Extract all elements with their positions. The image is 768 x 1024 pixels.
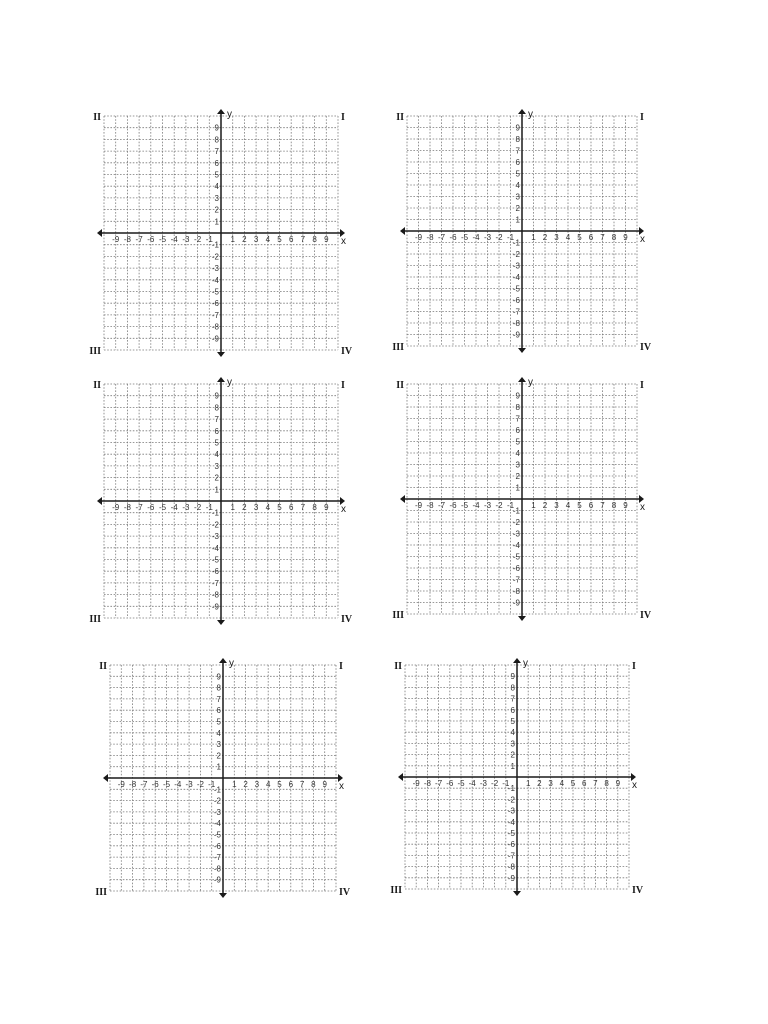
quadrant-label-iv: IV [339,887,351,898]
y-tick-label: 6 [515,426,520,435]
y-tick-label: 8 [214,135,219,145]
x-tick-label: 2 [242,503,247,512]
quadrant-label-ii: II [396,380,404,391]
x-tick-label: 8 [311,780,316,789]
y-tick-label: -1 [211,240,219,250]
x-tick-label: -8 [123,503,131,512]
x-tick-label: 5 [277,503,282,512]
y-tick-label: -7 [507,851,515,861]
y-tick-label: 8 [515,403,520,412]
x-tick-label: 1 [525,779,531,788]
x-axis-left-arrow-icon [97,229,102,237]
y-tick-label: -7 [512,307,520,317]
y-axis-up-arrow-icon [518,377,526,382]
quadrant-label-iii: III [89,346,101,357]
x-tick-label: -7 [437,233,446,242]
x-tick-label: -9 [412,779,420,788]
y-tick-label: 3 [515,460,520,470]
x-axis-label: x [339,781,344,792]
x-axis-label: x [632,780,637,791]
y-tick-label: 8 [515,135,520,144]
x-tick-label: 7 [600,233,605,242]
x-tick-label: -3 [182,503,190,512]
x-tick-label: -6 [147,503,155,512]
x-tick-label: 2 [542,501,548,510]
x-tick-label: -4 [170,235,178,244]
y-tick-label: 3 [515,192,520,202]
x-tick-label: -5 [162,780,171,789]
y-axis-up-arrow-icon [513,658,521,663]
x-tick-label: -7 [135,503,143,512]
x-tick-label: -8 [129,780,137,789]
y-tick-label: 7 [515,146,520,156]
y-tick-label: -9 [211,602,219,612]
y-tick-label: 5 [214,438,219,448]
x-tick-label: -3 [483,501,492,510]
y-tick-label: -2 [211,252,219,262]
y-tick-label: 8 [214,403,219,413]
y-tick-label: -7 [211,310,219,320]
y-tick-label: -5 [211,555,219,565]
y-tick-label: -6 [507,840,515,850]
y-tick-label: -8 [211,322,219,332]
quadrant-label-iv: IV [640,342,652,353]
x-tick-label: -8 [426,501,434,510]
x-tick-label: 7 [300,503,306,512]
y-axis-label: y [523,658,528,669]
x-tick-label: -9 [112,503,120,512]
x-tick-label: -8 [423,779,431,788]
y-tick-label: -2 [512,518,520,527]
y-tick-label: -2 [507,795,515,805]
quadrant-label-i: I [640,380,644,391]
coordinate-plane-6 [389,649,645,905]
x-tick-label: -1 [208,780,216,789]
y-axis-down-arrow-icon [217,620,225,625]
quadrant-label-i: I [341,112,345,123]
coordinate-plane-2 [391,100,653,362]
x-tick-label: -5 [158,235,167,244]
x-tick-label: -8 [426,233,434,242]
y-axis-up-arrow-icon [217,109,225,114]
quadrant-label-ii: II [93,380,101,391]
x-tick-label: -3 [483,233,492,242]
x-tick-label: 8 [604,779,609,788]
quadrant-label-i: I [341,380,345,391]
x-tick-label: 9 [324,503,329,512]
y-tick-label: 3 [214,193,219,203]
x-tick-label: -2 [495,501,503,510]
y-tick-label: 7 [510,694,515,704]
quadrant-label-ii: II [394,661,402,672]
x-tick-label: 1 [230,503,235,512]
y-tick-label: 9 [216,672,221,682]
y-tick-label: -8 [211,590,219,600]
y-tick-label: 2 [515,204,520,213]
x-tick-label: -4 [170,503,178,512]
y-tick-label: -3 [211,264,219,274]
y-tick-label: -1 [512,238,520,248]
y-tick-label: -1 [211,508,219,518]
quadrant-label-i: I [640,112,644,123]
x-tick-label: -1 [506,233,515,242]
y-tick-label: -5 [213,830,221,840]
x-tick-label: -1 [205,503,213,512]
x-axis-label: x [640,502,645,513]
y-axis-label: y [528,377,533,388]
y-tick-label: -5 [512,552,520,562]
y-tick-label: 9 [214,123,219,133]
x-tick-label: 3 [253,235,259,244]
y-axis-down-arrow-icon [513,891,521,896]
y-tick-label: -4 [512,273,520,282]
y-axis-label: y [227,377,232,388]
x-tick-label: -1 [506,501,515,510]
x-tick-label: 7 [299,780,305,789]
y-tick-label: 9 [214,391,219,401]
x-tick-label: -1 [502,779,510,788]
x-tick-label: -9 [414,233,423,242]
y-tick-label: 4 [216,728,221,738]
y-tick-label: 4 [515,181,520,190]
y-tick-label: 7 [214,147,219,157]
y-axis-label: y [229,658,234,669]
x-axis-label: x [640,234,645,245]
y-tick-label: -8 [213,864,221,874]
y-axis-down-arrow-icon [518,348,526,353]
y-tick-label: -4 [512,541,520,550]
y-tick-label: 2 [216,751,221,761]
x-tick-label: 3 [548,779,553,788]
y-tick-label: 1 [216,762,221,772]
x-tick-label: 9 [322,780,327,789]
y-tick-label: -1 [512,506,520,516]
quadrant-label-ii: II [396,112,404,123]
x-tick-label: -9 [112,235,120,244]
x-tick-label: 1 [531,501,536,510]
y-tick-label: -3 [512,261,520,271]
x-tick-label: -4 [174,780,182,789]
y-tick-label: 2 [214,473,219,483]
y-tick-label: -7 [211,578,219,588]
x-axis-label: x [341,504,346,515]
x-tick-label: -6 [449,233,457,242]
x-tick-label: -8 [123,235,131,244]
x-tick-label: -6 [147,235,155,244]
y-tick-label: -7 [512,575,520,585]
x-tick-label: 8 [312,235,317,244]
x-axis-left-arrow-icon [400,227,405,235]
y-tick-label: -6 [213,841,221,851]
x-tick-label: -3 [479,779,487,788]
x-tick-label: -7 [435,779,443,788]
y-tick-label: -3 [507,806,515,816]
quadrant-label-iv: IV [341,614,353,625]
y-tick-label: 3 [510,739,515,749]
x-tick-label: 1 [230,235,235,244]
x-tick-label: 2 [542,233,548,242]
x-tick-label: 9 [324,235,329,244]
y-axis-up-arrow-icon [518,109,526,114]
x-tick-label: 5 [577,233,582,242]
y-tick-label: 1 [510,761,515,771]
quadrant-label-iii: III [392,342,404,353]
x-tick-label: 8 [611,233,617,242]
y-tick-label: -4 [211,543,219,553]
x-tick-label: 4 [565,501,571,510]
x-tick-label: -2 [194,235,202,244]
x-tick-label: 9 [623,501,628,510]
y-tick-label: 4 [510,728,515,738]
x-tick-label: -5 [457,779,465,788]
x-axis-label: x [341,236,346,247]
x-tick-label: 7 [300,235,306,244]
y-tick-label: 2 [510,750,515,760]
x-tick-label: 4 [265,503,271,512]
y-tick-label: 5 [515,437,520,447]
y-axis-down-arrow-icon [518,616,526,621]
coordinate-plane-4 [391,368,653,630]
y-tick-label: -9 [213,875,221,885]
x-tick-label: 7 [600,501,605,510]
x-tick-label: 1 [232,780,237,789]
y-tick-label: -5 [507,829,515,838]
x-tick-label: -7 [437,501,446,510]
x-tick-label: -5 [158,503,167,512]
y-tick-label: 6 [510,705,515,715]
x-tick-label: 2 [243,780,248,789]
y-axis-down-arrow-icon [217,352,225,357]
x-axis-left-arrow-icon [103,774,108,782]
y-tick-label: -4 [211,275,219,285]
y-tick-label: -1 [507,784,515,794]
y-tick-label: -1 [213,785,221,795]
quadrant-label-iii: III [392,610,404,621]
y-tick-label: -8 [512,587,520,596]
y-tick-label: 6 [216,706,221,716]
x-tick-label: 2 [537,779,542,788]
y-tick-label: 6 [214,158,219,168]
y-tick-label: -3 [213,807,221,817]
y-tick-label: -2 [211,520,219,530]
y-tick-label: 5 [214,170,219,180]
x-tick-label: 6 [288,235,294,244]
x-tick-label: 4 [565,233,571,242]
y-axis-up-arrow-icon [217,377,225,382]
x-tick-label: 3 [253,503,259,512]
x-tick-label: 6 [288,503,294,512]
x-tick-label: -2 [495,233,503,242]
quadrant-label-i: I [339,661,343,672]
y-tick-label: 2 [214,205,219,215]
y-tick-label: -2 [512,250,520,259]
x-tick-label: -7 [135,235,143,244]
y-tick-label: -7 [213,853,221,863]
y-tick-label: -6 [211,567,219,577]
y-tick-label: 2 [515,472,520,481]
y-tick-label: -5 [211,287,219,297]
y-tick-label: 3 [216,740,221,750]
x-tick-label: 5 [570,779,576,788]
y-tick-label: -9 [507,873,515,883]
y-axis-down-arrow-icon [219,893,227,898]
x-tick-label: -3 [182,235,190,244]
coordinate-plane-3 [88,368,354,634]
y-axis-label: y [227,109,232,120]
y-tick-label: 1 [515,215,520,225]
y-axis-up-arrow-icon [219,658,227,663]
x-tick-label: -3 [185,780,193,789]
y-tick-label: -8 [512,319,520,328]
y-tick-label: -6 [512,564,520,573]
x-tick-label: -4 [472,501,480,510]
x-tick-label: 4 [265,235,271,244]
x-tick-label: 5 [277,780,282,789]
y-tick-label: -4 [507,817,515,827]
x-tick-label: 3 [554,233,559,242]
x-tick-label: 7 [593,779,598,788]
y-tick-label: 7 [214,415,219,425]
y-tick-label: 1 [515,483,520,493]
y-tick-label: 5 [216,717,221,727]
x-tick-label: 6 [288,780,294,789]
x-tick-label: 3 [254,780,260,789]
y-tick-label: 9 [510,672,515,682]
y-tick-label: -5 [512,284,520,294]
y-axis-label: y [528,109,533,120]
y-tick-label: -8 [507,862,515,872]
x-tick-label: -6 [446,779,454,788]
y-tick-label: 9 [515,123,520,133]
x-tick-label: -4 [472,233,480,242]
x-tick-label: -5 [460,501,469,510]
y-tick-label: 5 [510,717,515,726]
coordinate-plane-1 [88,100,354,366]
y-tick-label: 1 [214,217,219,227]
x-tick-label: 4 [559,779,565,788]
x-tick-label: -2 [491,779,499,788]
x-tick-label: -1 [205,235,213,244]
y-tick-label: 3 [214,461,219,471]
y-tick-label: 8 [510,683,515,693]
x-tick-label: 8 [312,503,317,512]
x-tick-label: 6 [581,779,587,788]
y-tick-label: -3 [512,529,520,539]
y-tick-label: -9 [512,598,520,608]
x-axis-left-arrow-icon [97,497,102,505]
quadrant-label-iv: IV [632,885,644,896]
y-tick-label: 6 [214,426,219,436]
y-tick-label: -6 [512,296,520,305]
x-tick-label: 8 [611,501,617,510]
x-tick-label: 2 [242,235,247,244]
x-tick-label: -5 [460,233,469,242]
x-tick-label: -4 [468,779,476,788]
y-tick-label: 5 [515,169,520,179]
y-tick-label: 4 [515,449,520,458]
y-tick-label: -9 [211,334,219,344]
y-tick-label: 6 [515,158,520,167]
coordinate-plane-5 [94,649,352,907]
x-axis-left-arrow-icon [400,495,405,503]
x-axis-left-arrow-icon [398,773,403,781]
y-tick-label: 9 [515,391,520,401]
y-tick-label: 1 [214,485,219,495]
y-tick-label: 7 [216,694,221,704]
y-tick-label: 4 [214,182,219,192]
x-tick-label: -6 [449,501,457,510]
quadrant-label-iv: IV [341,346,353,357]
quadrant-label-ii: II [99,661,107,672]
x-tick-label: -7 [140,780,148,789]
x-tick-label: -2 [196,780,204,789]
y-tick-label: 7 [515,414,520,424]
x-tick-label: 3 [554,501,559,510]
quadrant-label-ii: II [93,112,101,123]
y-tick-label: -9 [512,330,520,340]
quadrant-label-iii: III [89,614,101,625]
x-tick-label: 5 [277,235,282,244]
y-tick-label: -4 [213,819,221,829]
x-tick-label: -2 [194,503,202,512]
x-tick-label: 5 [577,501,582,510]
quadrant-label-i: I [632,661,636,672]
quadrant-label-iv: IV [640,610,652,621]
y-tick-label: 8 [216,683,221,693]
x-tick-label: 1 [531,233,536,242]
x-tick-label: -9 [117,780,125,789]
y-tick-label: -6 [211,299,219,309]
x-tick-label: -6 [151,780,159,789]
y-tick-label: 4 [214,450,219,460]
x-tick-label: 9 [615,779,621,788]
quadrant-label-iii: III [95,887,107,898]
x-tick-label: 9 [623,233,628,242]
quadrant-label-iii: III [390,885,402,896]
x-tick-label: -9 [414,501,423,510]
x-tick-label: 6 [588,501,594,510]
y-tick-label: -3 [211,532,219,542]
y-tick-label: -2 [213,796,221,806]
x-tick-label: 6 [588,233,594,242]
x-tick-label: 4 [265,780,271,789]
